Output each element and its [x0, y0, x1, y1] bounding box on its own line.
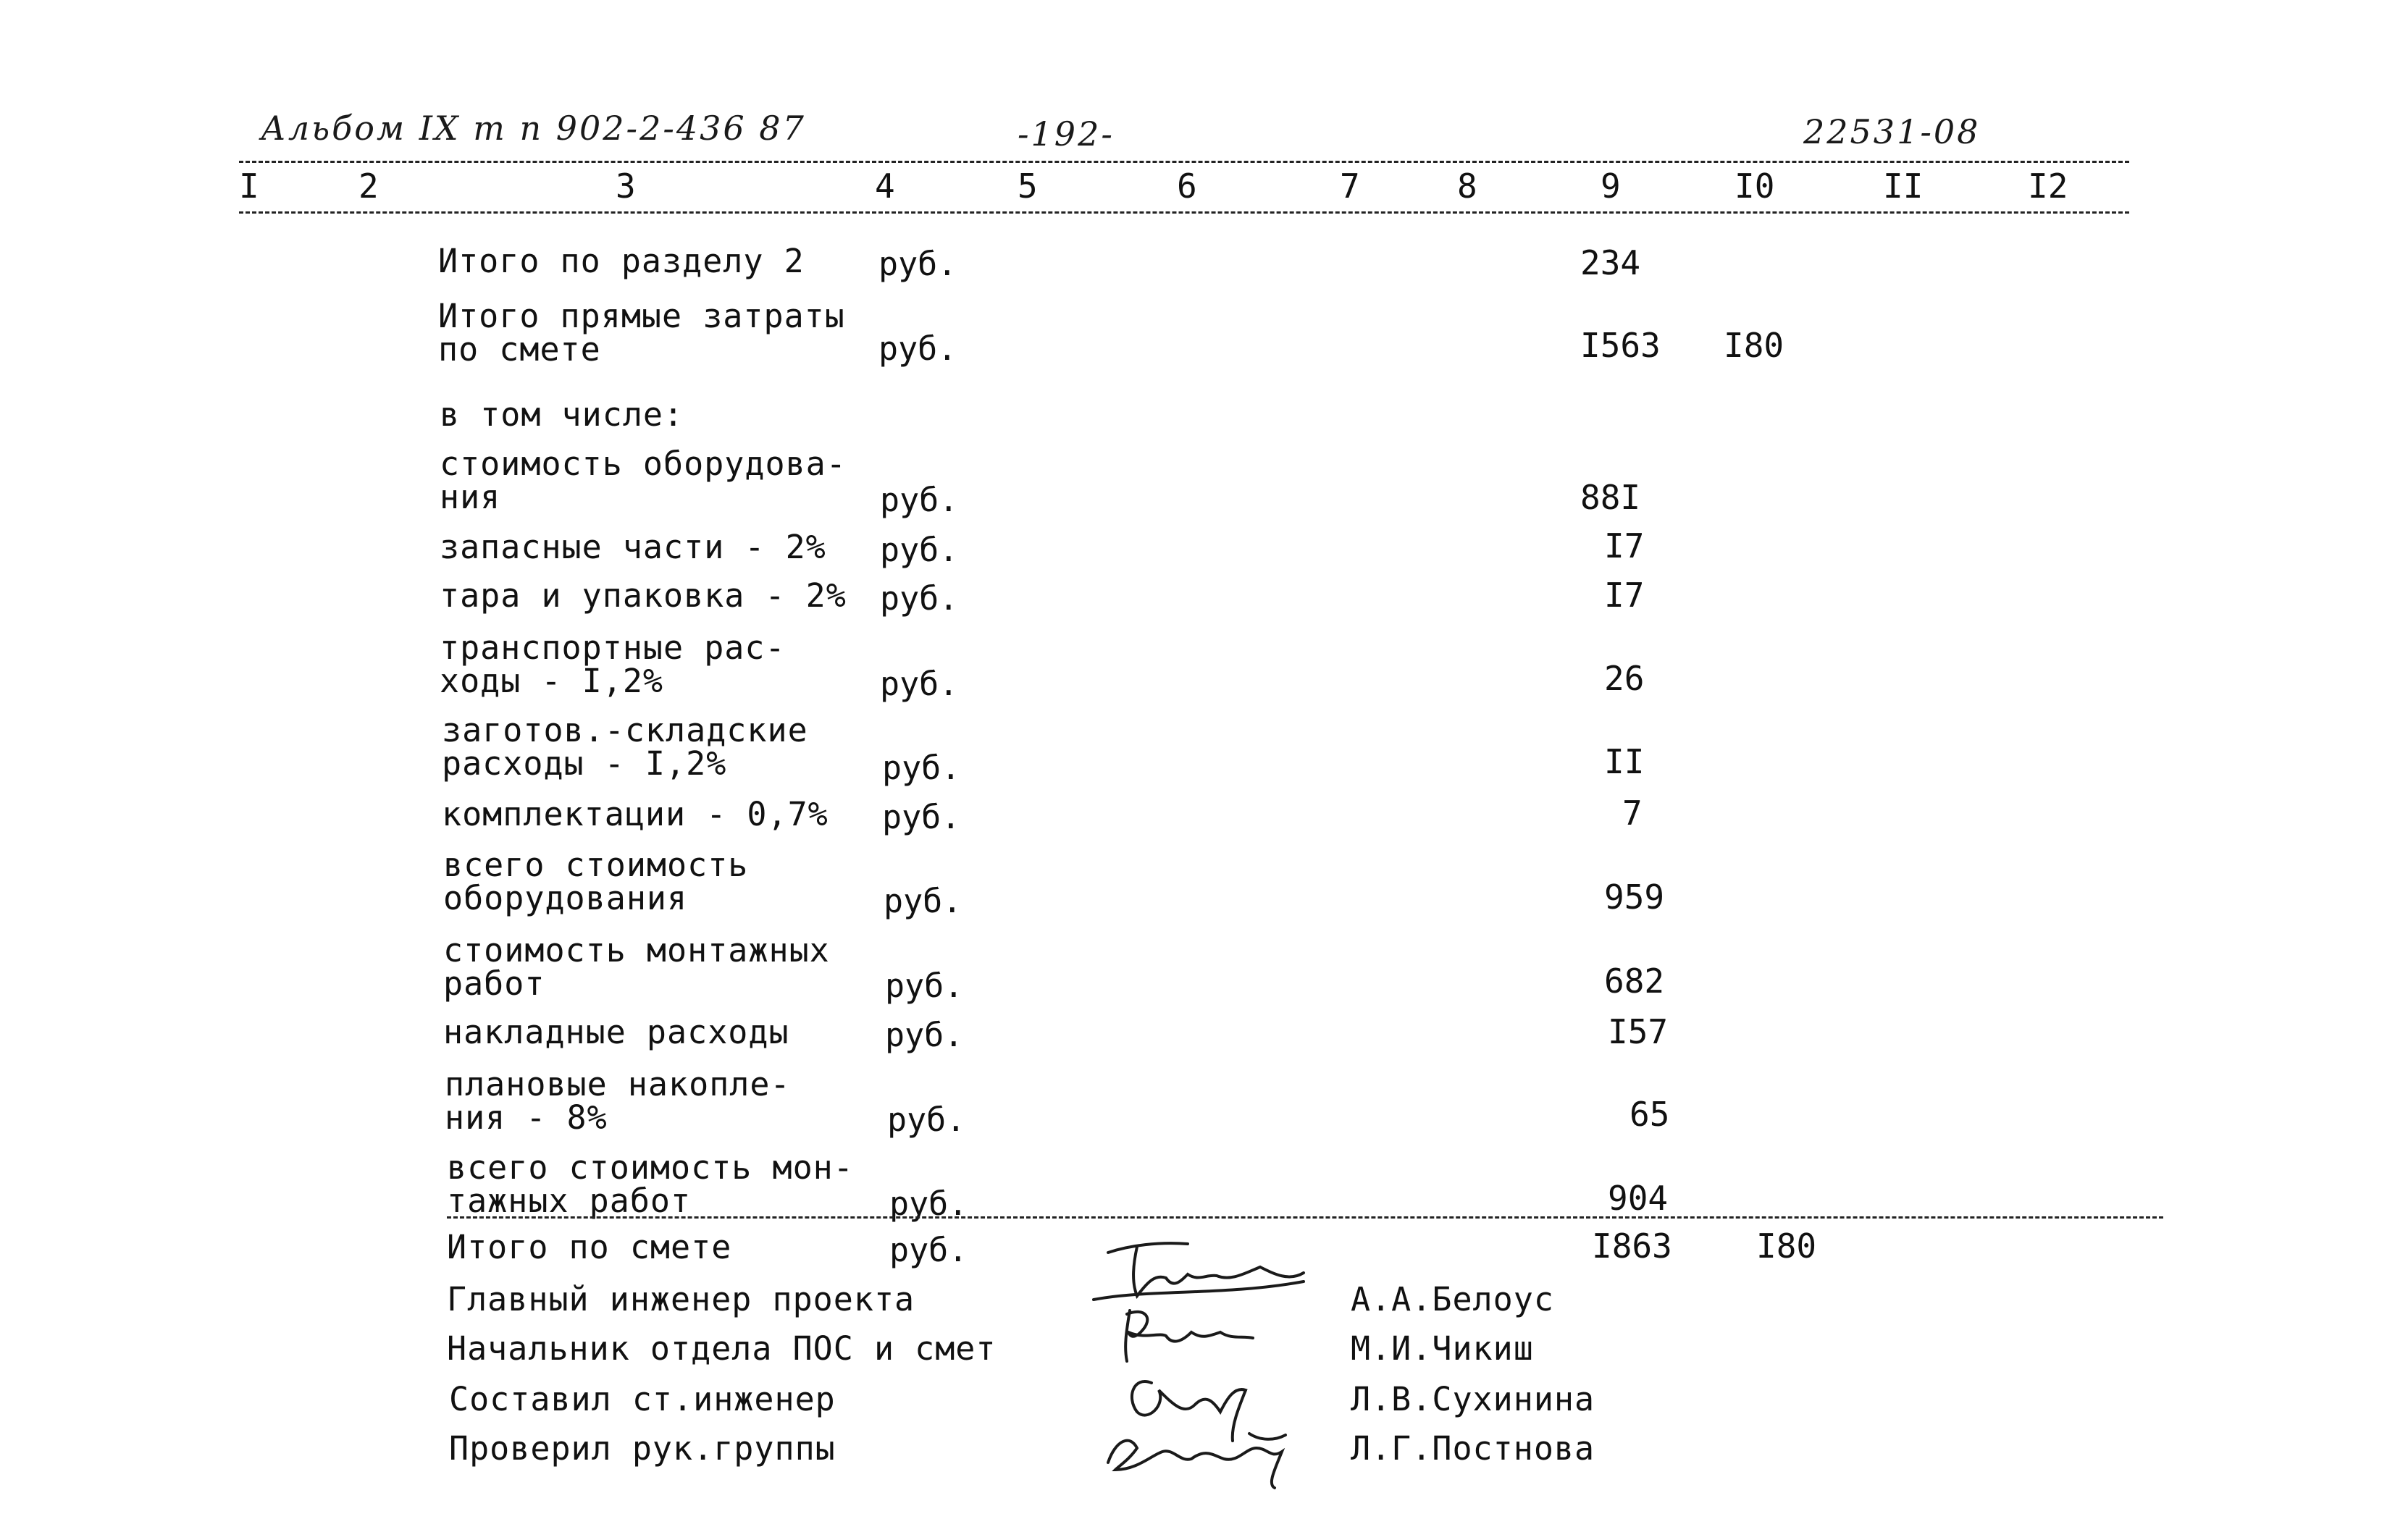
row-description	[438, 297, 845, 369]
row-description: в том числе:	[440, 395, 684, 434]
signatory-role: Главный инженер проекта	[447, 1280, 915, 1318]
row-description	[443, 846, 749, 917]
column-number: 5	[1018, 167, 1038, 206]
line: Итого прямые затраты	[438, 297, 845, 335]
total-rule	[447, 1216, 2163, 1219]
header-rule-top	[239, 161, 2129, 163]
row-value-col9: 904	[1608, 1179, 1669, 1218]
row-value-col9: 65	[1629, 1095, 1670, 1134]
row-value-col9: I57	[1608, 1012, 1669, 1051]
column-number: 3	[616, 167, 636, 206]
row-unit: руб.	[882, 749, 961, 787]
line: всего стоимость мон-	[447, 1148, 854, 1187]
line: оборудования	[443, 879, 688, 917]
row-value-col9: I7	[1604, 526, 1645, 565]
line: стоимость монтажных	[443, 931, 830, 969]
column-number: I2	[2028, 167, 2068, 206]
document-code: 22531-08	[1803, 112, 1981, 151]
row-unit: руб.	[884, 882, 962, 920]
row-description	[443, 931, 830, 1003]
column-number: I	[239, 167, 259, 206]
row-value-col9: 959	[1604, 878, 1665, 917]
row-value-col9: 682	[1604, 962, 1665, 1001]
row-unit: руб.	[878, 245, 957, 283]
signatory-name: Л.В.Сухинина	[1351, 1380, 1595, 1418]
row-unit: руб.	[885, 1016, 964, 1054]
row-description	[442, 711, 808, 783]
signatory-name: М.И.Чикиш	[1351, 1329, 1534, 1368]
row-description	[440, 447, 847, 514]
page-number: -192-	[1018, 114, 1115, 153]
column-number: 7	[1340, 167, 1360, 206]
row-unit: руб.	[887, 1101, 966, 1139]
row-description	[440, 628, 786, 700]
row-value-col9: I563	[1580, 326, 1661, 365]
column-number: 8	[1457, 167, 1477, 206]
signature-stroke	[1094, 1282, 1304, 1300]
row-description: тара и упаковка - 2%	[440, 576, 847, 615]
line: заготов.-складские	[442, 711, 808, 749]
signatory-role: Составил ст.инженер	[449, 1380, 836, 1418]
column-number: II	[1883, 167, 1924, 206]
line: всего стоимость	[443, 846, 749, 884]
row-value-col10: I80	[1724, 326, 1784, 365]
handwritten-signatures	[1065, 1231, 1354, 1491]
line: ходы - I,2%	[440, 662, 664, 700]
row-unit: руб.	[880, 481, 959, 519]
row-unit: руб.	[880, 665, 959, 703]
row-value-col9: II	[1604, 742, 1645, 781]
line: транспортные рас-	[440, 628, 786, 667]
column-number: 9	[1601, 167, 1621, 206]
line: расходы - I,2%	[442, 744, 727, 783]
row-value-col9: I863	[1592, 1226, 1672, 1266]
row-description	[447, 1148, 854, 1220]
row-value-col9: 7	[1622, 794, 1643, 833]
signatory-role: Проверил рук.группы	[449, 1429, 836, 1468]
row-value-col9: I7	[1604, 576, 1645, 615]
line: по смете	[438, 330, 601, 369]
header-rule-bottom	[239, 211, 2129, 214]
line: тажных работ	[447, 1182, 692, 1220]
row-description: Итого по разделу 2	[438, 242, 805, 280]
signatory-name: А.А.Белоус	[1351, 1280, 1554, 1318]
row-description: комплектации - 0,7%	[442, 795, 829, 833]
line: стоимость оборудова-	[440, 445, 847, 483]
row-unit: руб.	[882, 798, 961, 836]
row-unit: руб.	[889, 1185, 968, 1223]
signature-stroke	[1108, 1243, 1304, 1296]
line: ния - 8%	[445, 1098, 608, 1137]
column-number: 6	[1177, 167, 1197, 206]
column-number: I0	[1735, 167, 1775, 206]
row-value-col9: 234	[1580, 243, 1641, 282]
line: работ	[443, 964, 545, 1003]
signature-stroke	[1132, 1381, 1246, 1441]
signatory-role: Начальник отдела ПОС и смет	[447, 1329, 997, 1368]
row-unit: руб.	[878, 329, 957, 368]
row-value-col9: 88I	[1580, 478, 1641, 517]
row-unit: руб.	[880, 579, 959, 618]
album-reference: Альбом IX т п 902-2-436 87	[261, 109, 806, 148]
row-value-col9: 26	[1604, 659, 1645, 698]
signatory-name: Л.Г.Постнова	[1351, 1429, 1595, 1468]
row-unit: руб.	[889, 1231, 968, 1269]
column-number: 2	[358, 167, 379, 206]
row-description: запасные части - 2%	[440, 528, 826, 566]
signature-stroke	[1125, 1310, 1253, 1361]
row-description: Итого по смете	[447, 1228, 732, 1266]
row-value-col10: I80	[1756, 1226, 1817, 1266]
signature-stroke	[1108, 1434, 1285, 1488]
line: плановые накопле-	[445, 1065, 791, 1103]
row-unit: руб.	[880, 531, 959, 569]
row-unit: руб.	[885, 967, 964, 1005]
row-description: накладные расходы	[443, 1013, 789, 1051]
column-number: 4	[875, 167, 895, 206]
row-description	[445, 1065, 791, 1137]
line: ния	[440, 478, 501, 516]
